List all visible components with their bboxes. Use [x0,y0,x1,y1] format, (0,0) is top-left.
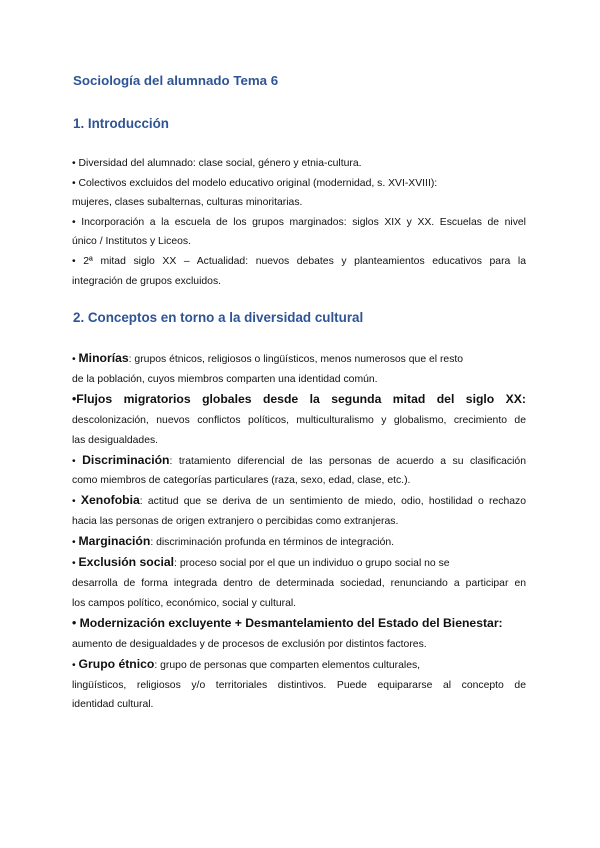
concept-xenofobia [72,491,526,512]
intro-line-3: mujeres, clases subalternas, culturas minoritarias. [72,197,303,209]
definition-line: como miembros de categorías particulares (raza, sexo, edad, clase, etc.). [72,475,411,487]
definition-line: aumento de desigualdades y de procesos de exclusión por distintos factores. [72,638,427,650]
bullet: • [72,659,79,671]
heading-conceptos: 2. Conceptos en torno a la diversidad cultural [73,310,364,325]
introduccion-section [72,154,526,291]
document-title: Sociología del alumnado Tema 6 [73,73,279,88]
intro-line-7: integración de grupos excluidos. [72,275,222,287]
concept-exclusion [72,553,526,574]
intro-line-4: • Incorporación a la escuela de los grupos marginados: siglos XIX y XX. Escuelas de nivel [72,216,526,228]
definition-line: identidad cultural. [72,699,154,711]
intro-line-5: único / Institutos y Liceos. [72,236,191,248]
term-flujos: •Flujos migratorios globales desde la segunda mitad del siglo XX: [72,391,526,406]
bullet: • [72,537,79,549]
concept-minorias [72,349,526,370]
definition-line: lingüísticos, religiosos y/o territoriales distintivos. Puede equipararse al concepto de [72,679,526,691]
definition-line: descolonización, nuevos conflictos políticos, multiculturalismo y globalismo, crecimiento de [72,414,526,426]
heading-introduccion: 1. Introducción [73,116,169,131]
concept-modernizacion [72,614,526,635]
bullet: • [72,455,83,467]
concept-flujos [72,390,526,411]
concept-discriminacion [72,451,526,472]
intro-line-2: • Colectivos excluidos del modelo educativo original (modernidad, s. XVI-XVIII): [72,177,438,189]
definition-line: desarrolla de forma integrada dentro de determinada sociedad, renunciando a participar en [72,577,526,589]
term-marginacion: Marginación [78,534,151,549]
definition-line: : tratamiento diferencial de las personas de acuerdo a su clasificación [169,455,526,467]
concept-marginacion [72,532,526,553]
bullet: • [72,496,81,508]
intro-line-6: • 2ª mitad siglo XX – Actualidad: nuevos debates y planteamientos educativos para la [72,255,526,267]
concept-grupo-etnico [72,655,526,676]
bullet: • [72,558,79,570]
term-modernizacion: • Modernización excluyente + Desmantelamiento del Estado del Bienestar: [72,615,503,630]
term-discriminacion: Discriminación [82,452,170,467]
definition-line: hacia las personas de origen extranjero o percibidas como extranjeras. [72,516,399,528]
term-minorias: Minorías [78,351,129,365]
definition-line: : actitud que se deriva de un sentimiento de miedo, odio, hostilidad o rechazo [139,496,526,508]
definition-line: : proceso social por el que un individuo o grupo social no se [174,558,450,570]
definition-line: de la población, cuyos miembros comparten una identidad común. [72,373,378,385]
definition-line: : grupos étnicos, religiosos o lingüísticos, menos numerosos que el resto [128,354,464,365]
definition-line: : discriminación profunda en términos de integración. [150,537,395,549]
conceptos-section [72,349,526,715]
definition-line: los campos político, económico, social y cultural. [72,597,297,609]
term-grupo-etnico: Grupo étnico [78,656,155,671]
bullet: • [72,354,79,365]
intro-line-1: • Diversidad del alumnado: clase social, género y etnia-cultura. [72,158,362,169]
term-xenofobia: Xenofobia [80,493,140,508]
definition-line: : grupo de personas que comparten elementos culturales, [154,659,421,671]
definition-line: las desigualdades. [72,434,159,446]
term-exclusion: Exclusión social [78,555,175,570]
